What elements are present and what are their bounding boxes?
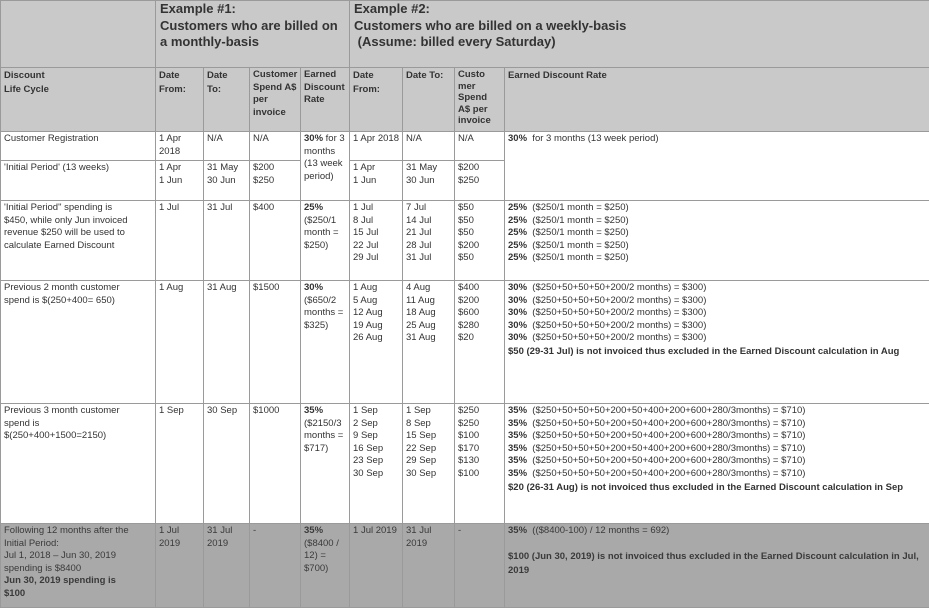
cell-text: 31 Jul — [207, 202, 233, 213]
cell-text: spend is $(250+400= 650) — [4, 294, 115, 306]
cell-text: $450, while only Jun invoiced — [4, 214, 128, 226]
cell-text: ($250/1 month = $250) — [527, 252, 629, 264]
cell-text: Spend A$ — [253, 81, 297, 93]
example2-line2: (Assume: billed every Saturday) — [354, 34, 556, 49]
cell — [250, 524, 301, 608]
cell-text: 2018 — [159, 145, 181, 157]
cell-text: months — [304, 145, 336, 157]
cell — [455, 132, 505, 161]
cell-text: $1500 — [253, 282, 280, 293]
cell-text: ($250/1 month = $250) — [527, 202, 629, 213]
cell — [455, 404, 505, 524]
cell-text: 1 Sep — [353, 405, 378, 416]
cell-text: ($250+50+50+50+200/2 months) = $300) — [527, 319, 707, 331]
cell-text: To: — [207, 83, 222, 95]
cell-text: $250 — [458, 174, 480, 186]
cell-text: $200 — [253, 162, 275, 173]
table-row — [1, 404, 929, 524]
cell-text: $1000 — [253, 405, 280, 416]
cell-text: $170 — [458, 442, 480, 454]
cell — [250, 161, 301, 201]
cell-text: 1 Jul — [159, 202, 180, 213]
col-monthly-date-to — [204, 68, 250, 132]
cell — [156, 201, 204, 281]
cell-text: 1 Apr — [159, 133, 182, 144]
cell-text: $325) — [304, 319, 329, 331]
cell-text: $50 — [458, 252, 474, 264]
col-weekly-spend — [455, 68, 505, 132]
cell-text: 1 Jun — [159, 174, 183, 186]
cell — [204, 132, 250, 161]
cell-text: 25% — [508, 214, 528, 226]
cell-text: 1 Aug — [353, 282, 378, 293]
cell-text: ($250/1 month = $250) — [527, 227, 629, 239]
cell-text: $250 — [458, 405, 480, 416]
cell-text: $200 — [458, 239, 480, 251]
cell — [204, 201, 250, 281]
cell-text: 2019 — [207, 537, 229, 549]
cell — [403, 524, 455, 608]
cell-text: Jul 1, 2018 – Jun 30, 2019 — [4, 550, 116, 562]
cell-text: 29 Sep — [406, 455, 437, 467]
col-lifecycle — [1, 68, 156, 132]
cell-text: 31 May — [406, 162, 438, 173]
cell-text: $400 — [458, 282, 480, 293]
cell-text: $700) — [304, 562, 329, 574]
cell-text: Discount — [304, 81, 345, 93]
cell-text: months = — [304, 307, 344, 319]
cell-text: $717) — [304, 442, 329, 454]
row-label-initial — [1, 161, 156, 201]
cell-text: Custo — [458, 69, 485, 80]
cell-text: months = — [304, 430, 344, 442]
cell-text: 31 Jul — [406, 252, 432, 264]
cell-text: ($250+50+50+50+200+50+400+200+600+280/3months) = $710) — [527, 455, 806, 467]
example2-title: Example #2: — [354, 1, 430, 16]
cell-text: period) — [304, 170, 334, 182]
cell — [301, 404, 350, 524]
cell — [350, 201, 403, 281]
cell-text: (13 week — [304, 158, 343, 170]
cell-text: ($250+50+50+50+200/2 months) = $300) — [527, 307, 707, 319]
cell-text: 35% — [304, 405, 324, 416]
cell-text: 30 Sep — [406, 467, 437, 479]
cell-text: ($250+50+50+50+200+50+400+200+600+280/3months) = $710) — [527, 430, 806, 442]
cell-text: 31 Aug — [207, 282, 237, 293]
table-row — [1, 281, 929, 404]
cell-text: $100 — [458, 430, 480, 442]
row-label-registration — [1, 132, 156, 161]
cell-text: 29 Jul — [353, 252, 379, 264]
cell-text: 25% — [304, 202, 324, 213]
cell-text: 35% — [508, 467, 528, 479]
cell-text: 12) = — [304, 550, 326, 562]
cell-weekly-rate-aug — [505, 281, 929, 404]
cell-text: N/A — [207, 133, 223, 144]
cell-text: $250) — [304, 239, 329, 251]
cell-text: Rate — [304, 94, 325, 105]
cell — [403, 132, 455, 161]
cell-text: Customer — [253, 69, 298, 80]
cell — [403, 281, 455, 404]
cell-text: 31 May — [207, 162, 239, 173]
cell-text: 16 Sep — [353, 442, 384, 454]
cell-text: for 3 months (13 week period) — [527, 133, 659, 144]
cell-text: 31 Jul — [207, 525, 233, 536]
cell — [455, 201, 505, 281]
cell-text: 25% — [508, 202, 528, 213]
cell — [455, 281, 505, 404]
cell-text: Date — [353, 70, 374, 81]
cell-text: ($250/1 month = $250) — [527, 239, 629, 251]
cell-text: 23 Sep — [353, 455, 384, 467]
cell-text: Spend — [458, 92, 488, 103]
cell — [204, 404, 250, 524]
cell — [204, 281, 250, 404]
example1-line1: Customers who are billed on — [160, 17, 338, 33]
cell-text: 1 Jun — [353, 174, 377, 186]
table-row — [1, 201, 929, 281]
cell-text: Earned Discount Rate — [508, 70, 607, 81]
cell-text: 30% — [304, 282, 324, 293]
cell-text: $20 — [458, 332, 474, 344]
sep-exclusion-note: $20 (26-31 Aug) is not invoiced thus excluded in the Earned Discount calculation in Sep — [508, 481, 904, 493]
cell-text: 9 Sep — [353, 430, 378, 442]
example2-line1: Customers who are billed on a weekly-basis — [354, 17, 627, 33]
cell — [204, 161, 250, 201]
cell-text: 35% — [304, 525, 324, 536]
cell-text: Date To: — [406, 70, 444, 81]
cell-text: $100 — [4, 587, 26, 599]
cell-text: revenue $250 will be used to — [4, 227, 125, 239]
cell-text: 7 Jul — [406, 202, 427, 213]
cell-text: 1 Jul — [159, 525, 180, 536]
cell-text: 25% — [508, 227, 528, 239]
cell-text: $100 — [458, 467, 480, 479]
cell-text: 30 Jun — [406, 174, 435, 186]
cell-text: $50 — [458, 227, 474, 239]
cell-text: $400 — [253, 202, 275, 213]
cell-text: ($250+50+50+50+200/2 months) = $300) — [527, 332, 707, 344]
cell-text: (($8400-100) / 12 months = 692) — [527, 525, 670, 536]
cell-text: 26 Aug — [353, 332, 383, 344]
cell-text: Life Cycle — [4, 83, 49, 95]
cell-text: per — [253, 94, 268, 105]
cell-monthly-rate-registration — [301, 132, 350, 201]
cell-text: ($250+50+50+50+200+50+400+200+600+280/3months) = $710) — [527, 442, 806, 454]
example1-line2: a monthly-basis — [160, 34, 259, 49]
cell — [455, 161, 505, 201]
cell-text: 25% — [508, 239, 528, 251]
cell-text: 1 Jul — [353, 202, 374, 213]
cell-text: 'Initial Period' (13 weeks) — [4, 162, 110, 173]
cell — [156, 132, 204, 161]
cell — [156, 161, 204, 201]
aug-exclusion-note: $50 (29-31 Jul) is not invoiced thus excluded in the Earned Discount calculation in Aug — [508, 345, 900, 357]
cell — [301, 524, 350, 608]
cell-text: 1 Jul 2019 — [353, 525, 397, 536]
cell — [455, 524, 505, 608]
cell-text: A$ per — [458, 103, 488, 115]
cell — [350, 161, 403, 201]
cell-text: $(250+400+1500=2150) — [4, 430, 107, 442]
cell-text: 30% — [508, 282, 528, 293]
cell — [250, 404, 301, 524]
example1-title: Example #1: — [160, 1, 236, 16]
cell-text: 1 Apr — [159, 162, 182, 173]
cell-text: 30% — [508, 332, 528, 344]
cell-weekly-rate-registration — [505, 132, 929, 201]
cell-text: spending is $8400 — [4, 562, 82, 574]
cell-text: ($250+50+50+50+200/2 months) = $300) — [527, 282, 707, 293]
cell — [350, 524, 403, 608]
cell-text: N/A — [253, 133, 269, 144]
cell — [204, 524, 250, 608]
cell-text: ($650/2 — [304, 294, 337, 306]
cell — [156, 281, 204, 404]
cell-text: $600 — [458, 307, 480, 319]
cell-text: ($2150/3 — [304, 417, 342, 429]
cell-text: ($250+50+50+50+200/2 months) = $300) — [527, 294, 707, 306]
cell-text: 35% — [508, 417, 528, 429]
cell-text: $50 — [458, 214, 474, 226]
col-monthly-spend — [250, 68, 301, 132]
example2-header — [350, 1, 929, 68]
cell-text: 4 Aug — [406, 282, 431, 293]
header-blank-cell — [1, 1, 156, 68]
cell — [350, 281, 403, 404]
cell — [403, 404, 455, 524]
cell-text: 18 Aug — [406, 307, 436, 319]
cell-text: 31 Jul — [406, 525, 432, 536]
following-exclusion-note: $100 (Jun 30, 2019) is not invoiced thus excluded in the Earned Discount calculation in Jul, 2019 — [508, 551, 919, 576]
cell-text: 14 Jul — [406, 214, 432, 226]
cell-text: Initial Period: — [4, 537, 59, 549]
row-label-aug — [1, 281, 156, 404]
cell-text: Previous 3 month customer — [4, 405, 120, 416]
cell-text: 22 Jul — [353, 239, 379, 251]
cell — [250, 201, 301, 281]
cell-text: 11 Aug — [406, 294, 435, 306]
cell-text: 28 Jul — [406, 239, 432, 251]
cell-weekly-rate-following — [505, 524, 929, 608]
cell-text: Following 12 months after the — [4, 525, 129, 536]
cell-text: 1 Apr — [353, 162, 376, 173]
cell-text: 30% — [508, 294, 528, 306]
cell-text: Earned — [304, 69, 337, 80]
cell-text: 35% — [508, 455, 528, 467]
cell-text: From: — [353, 83, 380, 95]
cell-text: ($250/1 month = $250) — [527, 214, 629, 226]
cell-text: 30% — [304, 133, 324, 144]
cell-text: 35% — [508, 442, 528, 454]
cell-text: $200 — [458, 294, 480, 306]
cell — [403, 201, 455, 281]
cell-text: 30% — [508, 307, 528, 319]
cell-text: mer — [458, 80, 476, 92]
cell-weekly-rate-sep — [505, 404, 929, 524]
table-row — [1, 132, 929, 161]
cell-text: N/A — [458, 133, 474, 144]
cell-text: Discount — [4, 70, 45, 81]
cell-text: ($8400 / — [304, 537, 339, 549]
cell-text: 25 Aug — [406, 319, 436, 331]
cell-text: 30% — [508, 133, 528, 144]
cell-text: 'Initial Period" spending is — [4, 202, 113, 213]
cell-text: 12 Aug — [353, 307, 383, 319]
cell-text: spend is — [4, 417, 40, 429]
cell-text: $250 — [253, 174, 275, 186]
cell-text: Jun 30, 2019 spending is — [4, 575, 116, 587]
row-label-following — [1, 524, 156, 608]
cell-text: - — [253, 525, 257, 536]
cell-text: calculate Earned Discount — [4, 239, 115, 251]
cell-text: 30 Jun — [207, 174, 236, 186]
cell-text: ($250+50+50+50+200+50+400+200+600+280/3months) = $710) — [527, 417, 806, 429]
cell-text: 8 Sep — [406, 417, 431, 429]
cell-text: 25% — [508, 252, 528, 264]
cell-text: $200 — [458, 162, 480, 173]
cell-text: $50 — [458, 202, 474, 213]
cell-text: 35% — [508, 430, 528, 442]
cell — [301, 201, 350, 281]
cell-text: 35% — [508, 405, 528, 416]
cell-text: 2019 — [406, 537, 428, 549]
cell-text: 19 Aug — [353, 319, 383, 331]
cell — [156, 404, 204, 524]
cell-text: 2019 — [159, 537, 181, 549]
example1-header — [156, 1, 350, 68]
table-row — [1, 524, 929, 608]
col-monthly-date-from — [156, 68, 204, 132]
cell — [350, 404, 403, 524]
cell-text: - — [458, 525, 462, 536]
cell-text: 1 Sep — [406, 405, 431, 416]
cell-text: 15 Jul — [353, 227, 379, 239]
cell — [403, 161, 455, 201]
cell-text: 15 Sep — [406, 430, 437, 442]
cell-text: ($250/1 — [304, 214, 337, 226]
cell-text: 35% — [508, 525, 528, 536]
cell-text: N/A — [406, 133, 422, 144]
cell-text: ($250+50+50+50+200+50+400+200+600+280/3months) = $710) — [527, 405, 806, 416]
cell-text: 31 Aug — [406, 332, 436, 344]
cell-text: 21 Jul — [406, 227, 432, 239]
cell-weekly-rate-jul — [505, 201, 929, 281]
col-monthly-rate — [301, 68, 350, 132]
cell-text: From: — [159, 83, 186, 95]
cell-text: 30% — [508, 319, 528, 331]
cell — [250, 281, 301, 404]
cell-text: Previous 2 month customer — [4, 282, 120, 293]
cell-text: 30 Sep — [207, 405, 238, 416]
cell-text: invoice — [253, 106, 286, 118]
cell-text: month = — [304, 227, 339, 239]
cell-text: $250 — [458, 417, 480, 429]
cell-text: 8 Jul — [353, 214, 374, 226]
cell-text: 30 Sep — [353, 467, 384, 479]
cell-text: 1 Aug — [159, 282, 184, 293]
cell — [250, 132, 301, 161]
cell-text: ($250+50+50+50+200+50+400+200+600+280/3months) = $710) — [527, 467, 806, 479]
cell-text: Date — [207, 70, 228, 81]
col-weekly-date-from — [350, 68, 403, 132]
cell-text: Customer Registration — [4, 133, 99, 144]
cell-text: $130 — [458, 455, 480, 467]
col-weekly-rate — [505, 68, 929, 132]
cell-text: 1 Sep — [159, 405, 184, 416]
cell-text: 5 Aug — [353, 294, 378, 306]
col-weekly-date-to — [403, 68, 455, 132]
cell-text: for 3 — [323, 133, 345, 144]
row-label-sep — [1, 404, 156, 524]
cell — [156, 524, 204, 608]
cell-text: invoice — [458, 115, 491, 126]
cell-text: 2 Sep — [353, 417, 378, 429]
cell-text: 22 Sep — [406, 442, 437, 454]
cell-text: $280 — [458, 319, 480, 331]
cell-text: Date — [159, 70, 180, 81]
cell-text: 1 Apr 2018 — [353, 133, 399, 144]
cell — [350, 132, 403, 161]
row-label-jul — [1, 201, 156, 281]
cell — [301, 281, 350, 404]
